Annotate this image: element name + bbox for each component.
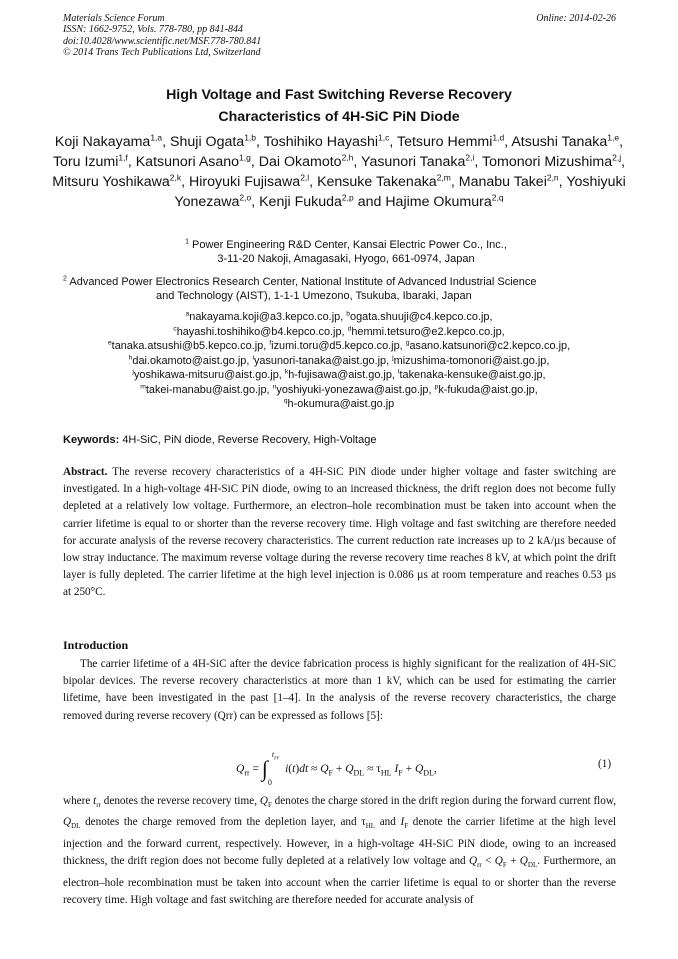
email-address[interactable]: $^a$nakayama.koji@a3.kepco.co.jp bbox=[185, 310, 341, 323]
title-line-2: Characteristics of 4H-SiC PiN Diode bbox=[218, 109, 460, 125]
email-list: $^a$nakayama.koji@a3.kepco.co.jp, $^b$ogata.shuuji@c4.kepco.co.jp, $^c$hayashi.toshihiko@b4.kepco.co.jp, $^d$hemmi.tetsuro@e2.kepco.co.jp, $^e$tanaka.atsushi@b5.kepco.co.jp, $^f$izumi.toru@d5.kepco.co.jp, $^g$asano.katsunori@c2.kepco.co.jp, $^h$dai.okamoto@aist.go.jp, $^i$yasunori-tanaka@aist.go.jp, $^j$mizushima-tomonori@aist.go.jp, $^j$yoshikawa-mitsuru@aist.go.jp, $^k$h-fujisawa@aist.go.jp, $^l$takenaka-kensuke@aist.go.jp, $^m$takei-manabu@aist.go.jp, $^n$yoshiyuki-yonezawa@aist.go.jp, $^p$k-fukuda@aist.go.jp, $^q$h-okumura@aist.go.jp bbox=[107, 310, 571, 410]
author: Katsunori Asano$^{1,g}$ bbox=[135, 152, 251, 170]
online-date: Online: 2014-02-26 bbox=[536, 13, 616, 24]
introduction-heading: Introduction bbox=[63, 638, 129, 652]
author: Kenji Fukuda$^{2,p}$ bbox=[259, 191, 354, 210]
email-address[interactable]: $^l$takenaka-kensuke@aist.go.jp bbox=[397, 368, 543, 381]
email-address[interactable]: $^h$dai.okamoto@aist.go.jp bbox=[128, 353, 247, 367]
affiliation-2-line-1: Advanced Power Electronics Research Center, National Institute of Advanced Industrial Science bbox=[69, 276, 537, 288]
issn-line: ISSN: 1662-9752, Vols. 778-780, pp 841-844 bbox=[63, 24, 243, 36]
email-address[interactable]: $^e$tanaka.atsushi@b5.kepco.co.jp bbox=[107, 339, 264, 352]
keywords bbox=[63, 434, 376, 446]
author: Atsushi Tanaka$^{1,e}$ bbox=[511, 132, 620, 150]
affiliation-1-line-1: Power Engineering R&D Center, Kansai Electric Power Co., Inc., bbox=[192, 239, 507, 251]
author: Toru Izumi$^{1,f}$ bbox=[52, 152, 128, 170]
author: Yasunori Tanaka$^{2,i}$ bbox=[361, 152, 475, 170]
affiliation-2-line-2: and Technology (AIST), 1-1-1 Umezono, Tsukuba, Ibaraki, Japan bbox=[156, 290, 472, 302]
journal-header bbox=[63, 13, 616, 59]
affiliation-2 bbox=[63, 275, 616, 303]
doi-line: doi:10.4028/www.scientific.net/MSF.778-780.841 bbox=[63, 35, 262, 47]
email-address[interactable]: $^g$asano.katsunori@c2.kepco.co.jp bbox=[405, 339, 568, 352]
author-join: and bbox=[357, 193, 382, 210]
author-list: Koji Nakayama$^{1,a}$, Shuji Ogata$^{1,b}$, Toshihiko Hayashi$^{1,c}$, Tetsuro Hemmi$^{1,d}$, Atsushi Tanaka$^{1,e}$, Toru Izumi$^{1,f}$, Katsunori Asano$^{1,g}$, Dai Okamoto$^{2,h}$, Yasunori Tanaka$^{2,i}$, Tomonori Mizushima$^{2,j}$, Mitsuru Yoshikawa$^{2,k}$, Hiroyuki Fujisawa$^{2,l}$, Kensuke Takenaka$^{2,m}$, Manabu Takei$^{2,n}$, Yoshiyuki Yonezawa$^{2,o}$, Kenji Fukuda$^{2,p}$ and Hajime Okumura$^{2,q}$ bbox=[52, 132, 626, 210]
equation-1: $Q_{rr} = \int_0^{t_{rr}}$ $i(t)dt \approx Q_F + Q_{DL} \approx \tau_{HL}$ $I_F + Q_{DL}$, bbox=[236, 750, 437, 788]
introduction-para-1: The carrier lifetime of a 4H-SiC after the device fabrication process is highly significant for the realization of 4H-SiC bipolar devices. The reverse recovery characteristics at more than 1 kV, which can be used for estimating the carrier lifetime, have been investigated in the past [1–4]. In the analysis of the reverse recovery characteristics, the charge removed during reverse recovery (Qrr) can be expressed as follows [5]: bbox=[63, 658, 616, 722]
paper-title bbox=[40, 84, 638, 128]
author: Tetsuro Hemmi$^{1,d}$ bbox=[397, 132, 505, 150]
author: Tomonori Mizushima$^{2,j}$ bbox=[482, 152, 622, 170]
author: Yoshiyuki Yonezawa$^{2,o}$ bbox=[174, 173, 626, 210]
author: Toshihiko Hayashi$^{1,c}$ bbox=[263, 132, 390, 150]
author: Shuji Ogata$^{1,b}$ bbox=[170, 132, 257, 150]
email-address[interactable]: $^k$h-fujisawa@aist.go.jp bbox=[284, 368, 392, 381]
author: Mitsuru Yoshikawa$^{2,k}$ bbox=[52, 172, 182, 190]
email-address[interactable]: $^d$hemmi.tetsuro@e2.kepco.co.jp bbox=[347, 324, 502, 338]
keywords-label: Keywords: bbox=[63, 434, 120, 446]
author: Kensuke Takenaka$^{2,m}$ bbox=[317, 172, 451, 190]
title-line-1: High Voltage and Fast Switching Reverse Recovery bbox=[166, 87, 512, 103]
affiliation-1 bbox=[146, 238, 546, 266]
keywords-text: 4H-SiC, PiN diode, Reverse Recovery, High-Voltage bbox=[122, 434, 377, 446]
email-address[interactable]: $^j$yoshikawa-mitsuru@aist.go.jp bbox=[132, 368, 279, 381]
author: Hajime Okumura$^{2,q}$ bbox=[385, 191, 504, 210]
email-address[interactable]: $^j$mizushima-tomonori@aist.go.jp bbox=[392, 353, 547, 367]
journal-name: Materials Science Forum bbox=[63, 13, 165, 24]
equation-number: (1) bbox=[598, 758, 612, 770]
email-address[interactable]: $^b$ogata.shuuji@c4.kepco.co.jp bbox=[346, 310, 490, 323]
author: Koji Nakayama$^{1,a}$ bbox=[54, 132, 163, 150]
email-address[interactable]: $^f$izumi.toru@d5.kepco.co.jp bbox=[269, 339, 400, 352]
introduction-para-2: where $t_{rr}$ denotes the reverse recovery time, $Q_F$ denotes the charge stored in the drift region during the forward current flow, $Q_{DL}$ denotes the charge removed from the depletion layer, and $\tau_{HL}$ and $I_F$ denote the carrier lifetime at the high level injection and the forward current, respectively. However, in a high-voltage 4H-SiC PiN diode, owing to an increased thickness, the drift region does not become fully depleted at a relatively low voltage and $Q_{rr} < Q_F + Q_{DL}$. Furthermore, an electron–hole recombination must be taken into account when the carrier lifetime is equal to or shorter than the reverse recovery time. High voltage and fast switching are therefore needed for accurate analysis of bbox=[63, 795, 617, 906]
abstract-label: Abstract. bbox=[63, 466, 108, 478]
email-address[interactable]: $^c$hayashi.toshihiko@b4.kepco.co.jp bbox=[173, 324, 342, 338]
abstract bbox=[63, 464, 616, 602]
affiliation-1-sup: 1 bbox=[185, 238, 189, 246]
author: Dai Okamoto$^{2,h}$ bbox=[258, 152, 354, 170]
affiliation-1-line-2: 3-11-20 Nakoji, Amagasaki, Hyogo, 661-0974, Japan bbox=[217, 253, 475, 265]
email-address[interactable]: $^p$k-fukuda@aist.go.jp bbox=[434, 382, 535, 396]
affiliation-2-sup: 2 bbox=[63, 275, 67, 283]
email-address[interactable]: $^q$h-okumura@aist.go.jp bbox=[283, 397, 395, 410]
abstract-text: The reverse recovery characteristics of a 4H-SiC PiN diode under higher voltage and faster switching are investigated. In a high-voltage 4H-SiC PiN diode, owing to an increased thickness, the drift region does not become fully depleted at a relatively low voltage. Furthermore, an electron–hole recombination must be taken into account when the carrier lifetime is equal to or shorter than the reverse recovery time. High voltage and fast switching are therefore needed for accurate analysis of the reverse recovery characteristics. The current reduction rate increases up to 2 kA/µs because of low stray inductance. The maximum reverse voltage during the reverse recovery time reaches 8 kV, at which point the drift layer is fully depleted. The carrier lifetime at the high level injection is 0.086 µs at room temperature and reaches 0.53 µs at 250°C. bbox=[63, 466, 616, 599]
email-address[interactable]: $^n$yoshiyuki-yonezawa@aist.go.jp bbox=[272, 382, 429, 396]
author: Manabu Takei$^{2,n}$ bbox=[458, 172, 559, 190]
author: Hiroyuki Fujisawa$^{2,l}$ bbox=[189, 172, 310, 190]
email-address[interactable]: $^i$yasunori-tanaka@aist.go.jp bbox=[252, 353, 387, 367]
email-address[interactable]: $^m$takei-manabu@aist.go.jp bbox=[140, 382, 267, 396]
copyright-line: © 2014 Trans Tech Publications Ltd, Switzerland bbox=[63, 47, 261, 59]
